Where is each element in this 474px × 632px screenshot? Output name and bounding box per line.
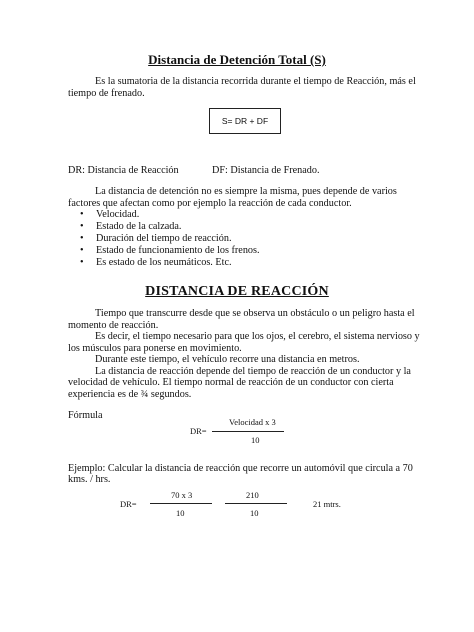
bullet-icon: • xyxy=(80,233,84,244)
bullet-icon: • xyxy=(80,221,84,232)
section-title: DISTANCIA DE REACCIÓN xyxy=(145,284,329,299)
definition-dr: DR: Distancia de Reacción xyxy=(68,165,179,176)
definition-df: DF: Distancia de Frenado. xyxy=(212,165,320,176)
intro-line-2: tiempo de frenado. xyxy=(68,88,145,99)
list-item: • Velocidad. xyxy=(80,209,140,220)
formula-lhs: DR= xyxy=(190,426,207,436)
example-line-2: kms. / hrs. xyxy=(68,474,111,485)
example-frac2-denominator: 10 xyxy=(250,508,259,518)
list-item: • Estado de funcionamiento de los frenos. xyxy=(80,245,260,256)
paragraph2-line-4: los músculos para ponerse en movimiento. xyxy=(68,343,242,354)
paragraph2-line-3: Es decir, el tiempo necesario para que los ojos, el cerebro, el sistema nervioso y xyxy=(95,331,420,342)
paragraph2-line-5: Durante este tiempo, el vehículo recorre una distancia en metros. xyxy=(95,354,360,365)
paragraph2-line-8: experiencia es de ¾ segundos. xyxy=(68,389,192,400)
formula-numerator: Velocidad x 3 xyxy=(229,417,276,427)
bullet-icon: • xyxy=(80,245,84,256)
example-frac1-numerator: 70 x 3 xyxy=(171,490,193,500)
factors-list xyxy=(80,209,260,269)
formula-denominator: 10 xyxy=(251,435,260,445)
bullet-icon: • xyxy=(80,257,84,268)
list-item: • Estado de la calzada. xyxy=(80,221,182,232)
example-result: 21 mtrs. xyxy=(313,499,341,509)
paragraph2-line-1: Tiempo que transcurre desde que se observa un obstáculo o un peligro hasta el xyxy=(95,308,415,319)
formula-label: Fórmula xyxy=(68,410,103,421)
example-line-1: Ejemplo: Calcular la distancia de reacción que recorre un automóvil que circula a 70 xyxy=(68,463,413,474)
formula-fraction-line xyxy=(212,431,284,432)
paragraph2-line-2: momento de reacción. xyxy=(68,320,159,331)
example-frac2-numerator: 210 xyxy=(246,490,259,500)
example-lhs: DR= xyxy=(120,499,137,509)
paragraph2-line-7: velocidad de vehículo. El tiempo normal de reacción de un conductor con cierta xyxy=(68,377,394,388)
example-frac1-line xyxy=(150,503,212,504)
paragraph1-line-2: factores que afectan como por ejemplo la reacción de cada conductor. xyxy=(68,198,352,209)
example-frac1-denominator: 10 xyxy=(176,508,185,518)
page-title: Distancia de Detención Total (S) xyxy=(148,52,326,67)
list-item: • Es estado de los neumáticos. Etc. xyxy=(80,257,232,268)
bullet-icon: • xyxy=(80,209,84,220)
paragraph1-line-1: La distancia de detención no es siempre la misma, pues depende de varios xyxy=(95,186,397,197)
example-frac2-line xyxy=(225,503,287,504)
paragraph2-line-6: La distancia de reacción depende del tiempo de reacción de un conductor y la xyxy=(95,366,411,377)
intro-line-1: Es la sumatoria de la distancia recorrida durante el tiempo de Reacción, más el xyxy=(95,76,416,87)
list-item: • Duración del tiempo de reacción. xyxy=(80,233,232,244)
formula-box: S= DR + DF xyxy=(209,108,281,134)
